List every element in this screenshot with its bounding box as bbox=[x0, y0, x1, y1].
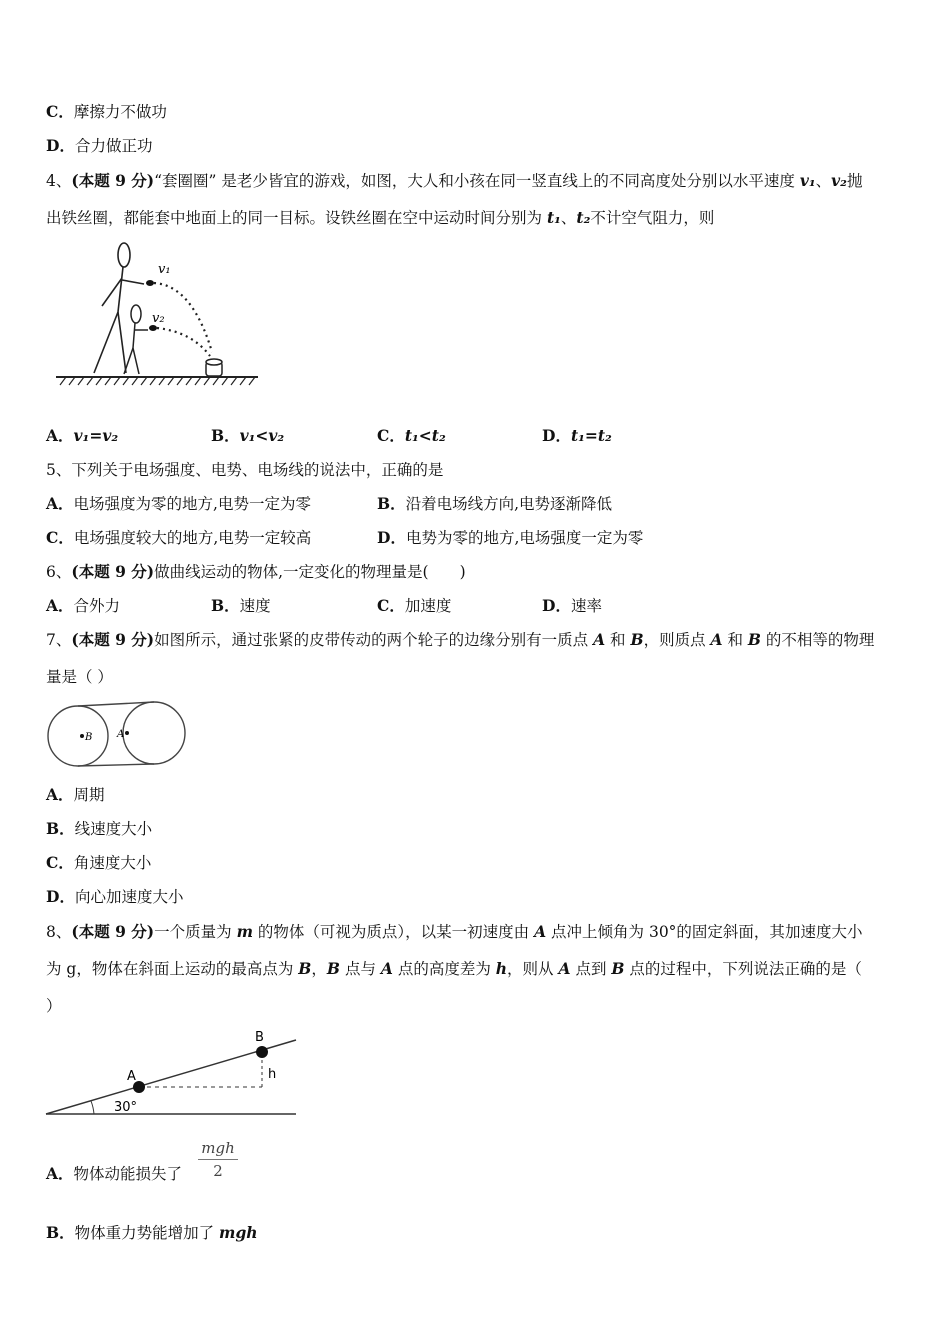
q7-stem-line1: 7、(本题 9 分)如图所示，通过张紧的皮带传动的两个轮子的边缘分别有一质点 A 和 B，则质点 A 和 B 的不相等的物理 bbox=[46, 630, 875, 649]
q5-option-a: A．电场强度为零的地方,电势一定为零 bbox=[46, 494, 311, 513]
q3-option-d: D．合力做正功 bbox=[46, 136, 153, 155]
q5-option-d: D．电势为零的地方,电场强度一定为零 bbox=[377, 528, 644, 547]
q4-fig-label-v2: v₂ bbox=[152, 311, 165, 326]
q5-stem: 5、下列关于电场强度、电势、电场线的说法中，正确的是 bbox=[46, 461, 444, 479]
q8-option-b: B．物体重力势能增加了 mgh bbox=[46, 1223, 258, 1242]
q4-fig-label-v1: v₁ bbox=[158, 262, 171, 277]
q3-option-c: C．摩擦力不做功 bbox=[46, 102, 167, 121]
q4-stem-line1: 4、(本题 9 分)“套圈圈” 是老少皆宜的游戏，如图，大人和小孩在同一竖直线上的不同高度处分别以水平速度 v₁、v₂抛 bbox=[46, 171, 863, 190]
q4-ring-toss-figure bbox=[52, 240, 264, 390]
q7-stem-line2: 量是（ ） bbox=[46, 668, 113, 686]
q6-stem: 6、(本题 9 分)做曲线运动的物体,一定变化的物理量是( ) bbox=[46, 562, 466, 581]
q8-fig-label-a: A bbox=[127, 1069, 136, 1084]
q7-option-d: D．向心加速度大小 bbox=[46, 887, 184, 906]
fraction-denominator: 2 bbox=[213, 1162, 223, 1180]
q8-option-a-fraction bbox=[198, 1139, 238, 1180]
q8-stem-line3: ） bbox=[46, 997, 62, 1015]
q8-fig-label-h: h bbox=[268, 1067, 277, 1082]
q7-option-c: C．角速度大小 bbox=[46, 853, 152, 872]
fraction-numerator: mgh bbox=[198, 1139, 238, 1160]
q8-fig-label-angle: 30° bbox=[114, 1100, 138, 1115]
q8-stem-line2: 为 g，物体在斜面上运动的最高点为 B，B 点与 A 点的高度差为 h，则从 A 点到 B 点的过程中，下列说法正确的是（ bbox=[46, 959, 862, 978]
q7-fig-label-a: A bbox=[117, 729, 125, 740]
q4-option-b: B．v₁<v₂ bbox=[211, 426, 285, 445]
q8-option-a: A．物体动能损失了 bbox=[46, 1164, 183, 1183]
q7-option-b: B．线速度大小 bbox=[46, 819, 153, 838]
q6-option-c: C．加速度 bbox=[377, 596, 452, 615]
q7-fig-label-b: B bbox=[85, 732, 93, 743]
q4-option-c: C．t₁<t₂ bbox=[377, 426, 446, 445]
q4-stem-line2: 出铁丝圈，都能套中地面上的同一目标。设铁丝圈在空中运动时间分别为 t₁、t₂不计空气阻力，则 bbox=[46, 208, 715, 227]
q6-option-d: D．速率 bbox=[542, 596, 602, 615]
q5-option-c: C．电场强度较大的地方,电势一定较高 bbox=[46, 528, 312, 547]
q7-belt-pulley-figure bbox=[44, 698, 190, 768]
q7-option-a: A．周期 bbox=[46, 785, 105, 804]
q8-fig-label-b: B bbox=[255, 1030, 264, 1045]
q8-incline-figure bbox=[44, 1024, 300, 1120]
q6-option-b: B．速度 bbox=[211, 596, 271, 615]
q4-option-a: A．v₁=v₂ bbox=[46, 426, 119, 445]
q4-option-d: D．t₁=t₂ bbox=[542, 426, 612, 445]
q8-stem-line1: 8、(本题 9 分)一个质量为 m 的物体（可视为质点），以某一初速度由 A 点冲上倾角为 30°的固定斜面，其加速度大小 bbox=[46, 922, 863, 941]
q5-option-b: B．沿着电场线方向,电势逐渐降低 bbox=[377, 494, 613, 513]
q6-option-a: A．合外力 bbox=[46, 596, 121, 615]
